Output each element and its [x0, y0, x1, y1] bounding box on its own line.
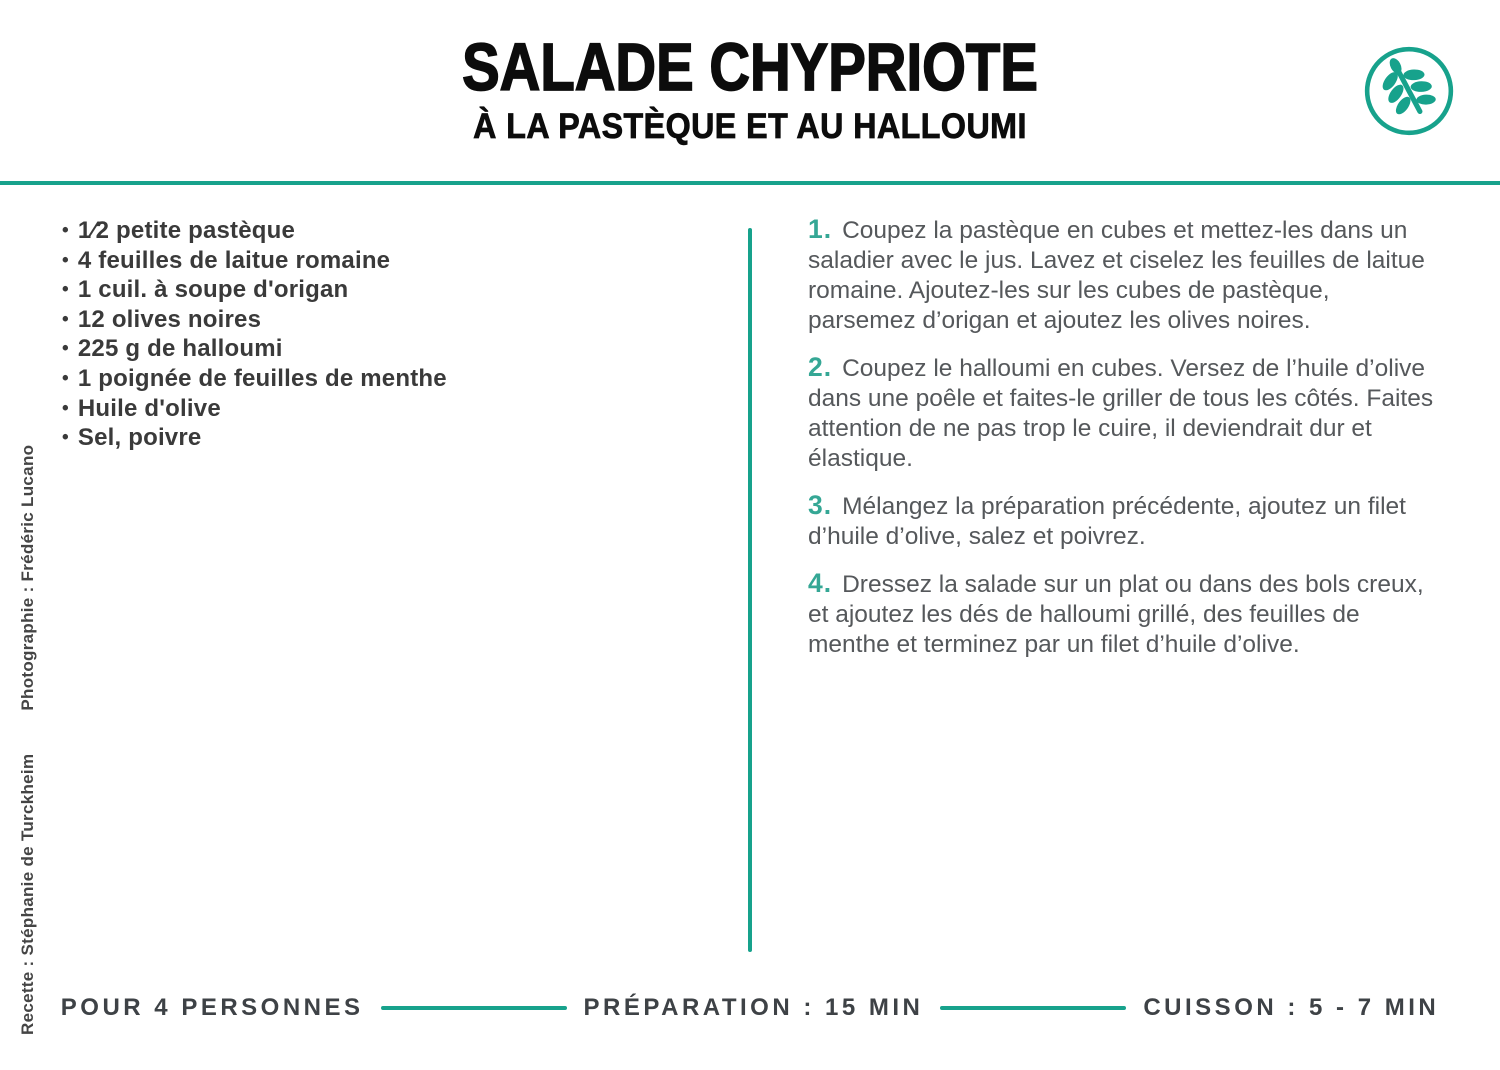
step-text: Mélangez la préparation précédente, ajoutez un filet d’huile d’olive, salez et poivrez. [808, 493, 1406, 550]
ingredient-text: 1 poignée de feuilles de menthe [77, 364, 447, 392]
ingredient-item [62, 305, 702, 335]
bullet-icon: • [62, 367, 69, 389]
bullet-icon: • [62, 308, 69, 330]
step-text: Coupez le halloumi en cubes. Versez de l’huile d’olive dans une poêle et faites-le griller de tous les côtés. Faites attention de ne pas trop le cuire, il deviendrait dur et élastique. [808, 355, 1434, 472]
step-number: 1. [808, 214, 833, 244]
ingredient-item [62, 246, 702, 276]
servings-label: POUR 4 PERSONNES [60, 994, 364, 1021]
ingredients-ul [62, 216, 702, 453]
ingredient-text: 225 g de halloumi [77, 335, 283, 363]
ingredient-item [62, 275, 702, 305]
header [0, 29, 1500, 146]
step-item [808, 568, 1440, 660]
preparation-label: PRÉPARATION : 15 MIN [583, 994, 924, 1021]
ingredient-item [62, 216, 702, 246]
credits [18, 444, 38, 1035]
step-item [808, 352, 1440, 474]
step-number: 4. [808, 568, 833, 598]
bullet-icon: • [62, 338, 69, 360]
ingredient-item [62, 394, 702, 424]
ingredient-item [62, 423, 702, 453]
footer-divider-line [381, 1006, 567, 1010]
bullet-icon: • [62, 249, 69, 271]
credit-recipe: Recette : Stéphanie de Turckheim [18, 753, 37, 1035]
ingredient-text: 1⁄2 petite pastèque [77, 217, 296, 244]
bullet-icon: • [62, 279, 69, 301]
herb-sprig-icon [1363, 45, 1455, 137]
ingredients-list [62, 216, 702, 453]
ingredient-text: Sel, poivre [77, 424, 202, 452]
step-text: Coupez la pastèque en cubes et mettez-les dans un saladier avec le jus. Lavez et ciselez les feuilles de laitue romaine. Ajoutez-les sur les cubes de pastèque, parsemez d’origan et ajoutez les olives noires. [808, 217, 1425, 334]
footer-info [0, 994, 1500, 1022]
brand-logo [1363, 45, 1455, 137]
step-item [808, 490, 1440, 552]
column-divider [748, 228, 752, 952]
footer-divider-line [940, 1006, 1126, 1010]
recipe-subtitle: À LA PASTÈQUE ET AU HALLOUMI [473, 107, 1027, 146]
step-item [808, 214, 1440, 336]
step-text: Dressez la salade sur un plat ou dans des bols creux, et ajoutez les dés de halloumi grillé, des feuilles de menthe et terminez par un filet d’huile d’olive. [808, 571, 1424, 658]
ingredient-text: 4 feuilles de laitue romaine [77, 246, 391, 274]
header-divider [0, 181, 1500, 185]
cooking-label: CUISSON : 5 - 7 MIN [1143, 994, 1440, 1021]
step-number: 3. [808, 490, 833, 520]
ingredient-item [62, 334, 702, 364]
bullet-icon: • [62, 427, 69, 449]
steps-list [808, 214, 1440, 676]
ingredient-text: Huile d'olive [77, 394, 221, 422]
ingredient-item [62, 364, 702, 394]
ingredient-text: 1 cuil. à soupe d'origan [77, 276, 349, 304]
bullet-icon: • [62, 397, 69, 419]
step-number: 2. [808, 352, 833, 382]
bullet-icon: • [62, 220, 69, 241]
ingredient-text: 12 olives noires [77, 305, 262, 333]
credit-photography: Photographie : Frédéric Lucano [18, 444, 37, 711]
recipe-title: SALADE CHYPRIOTE [462, 29, 1038, 105]
